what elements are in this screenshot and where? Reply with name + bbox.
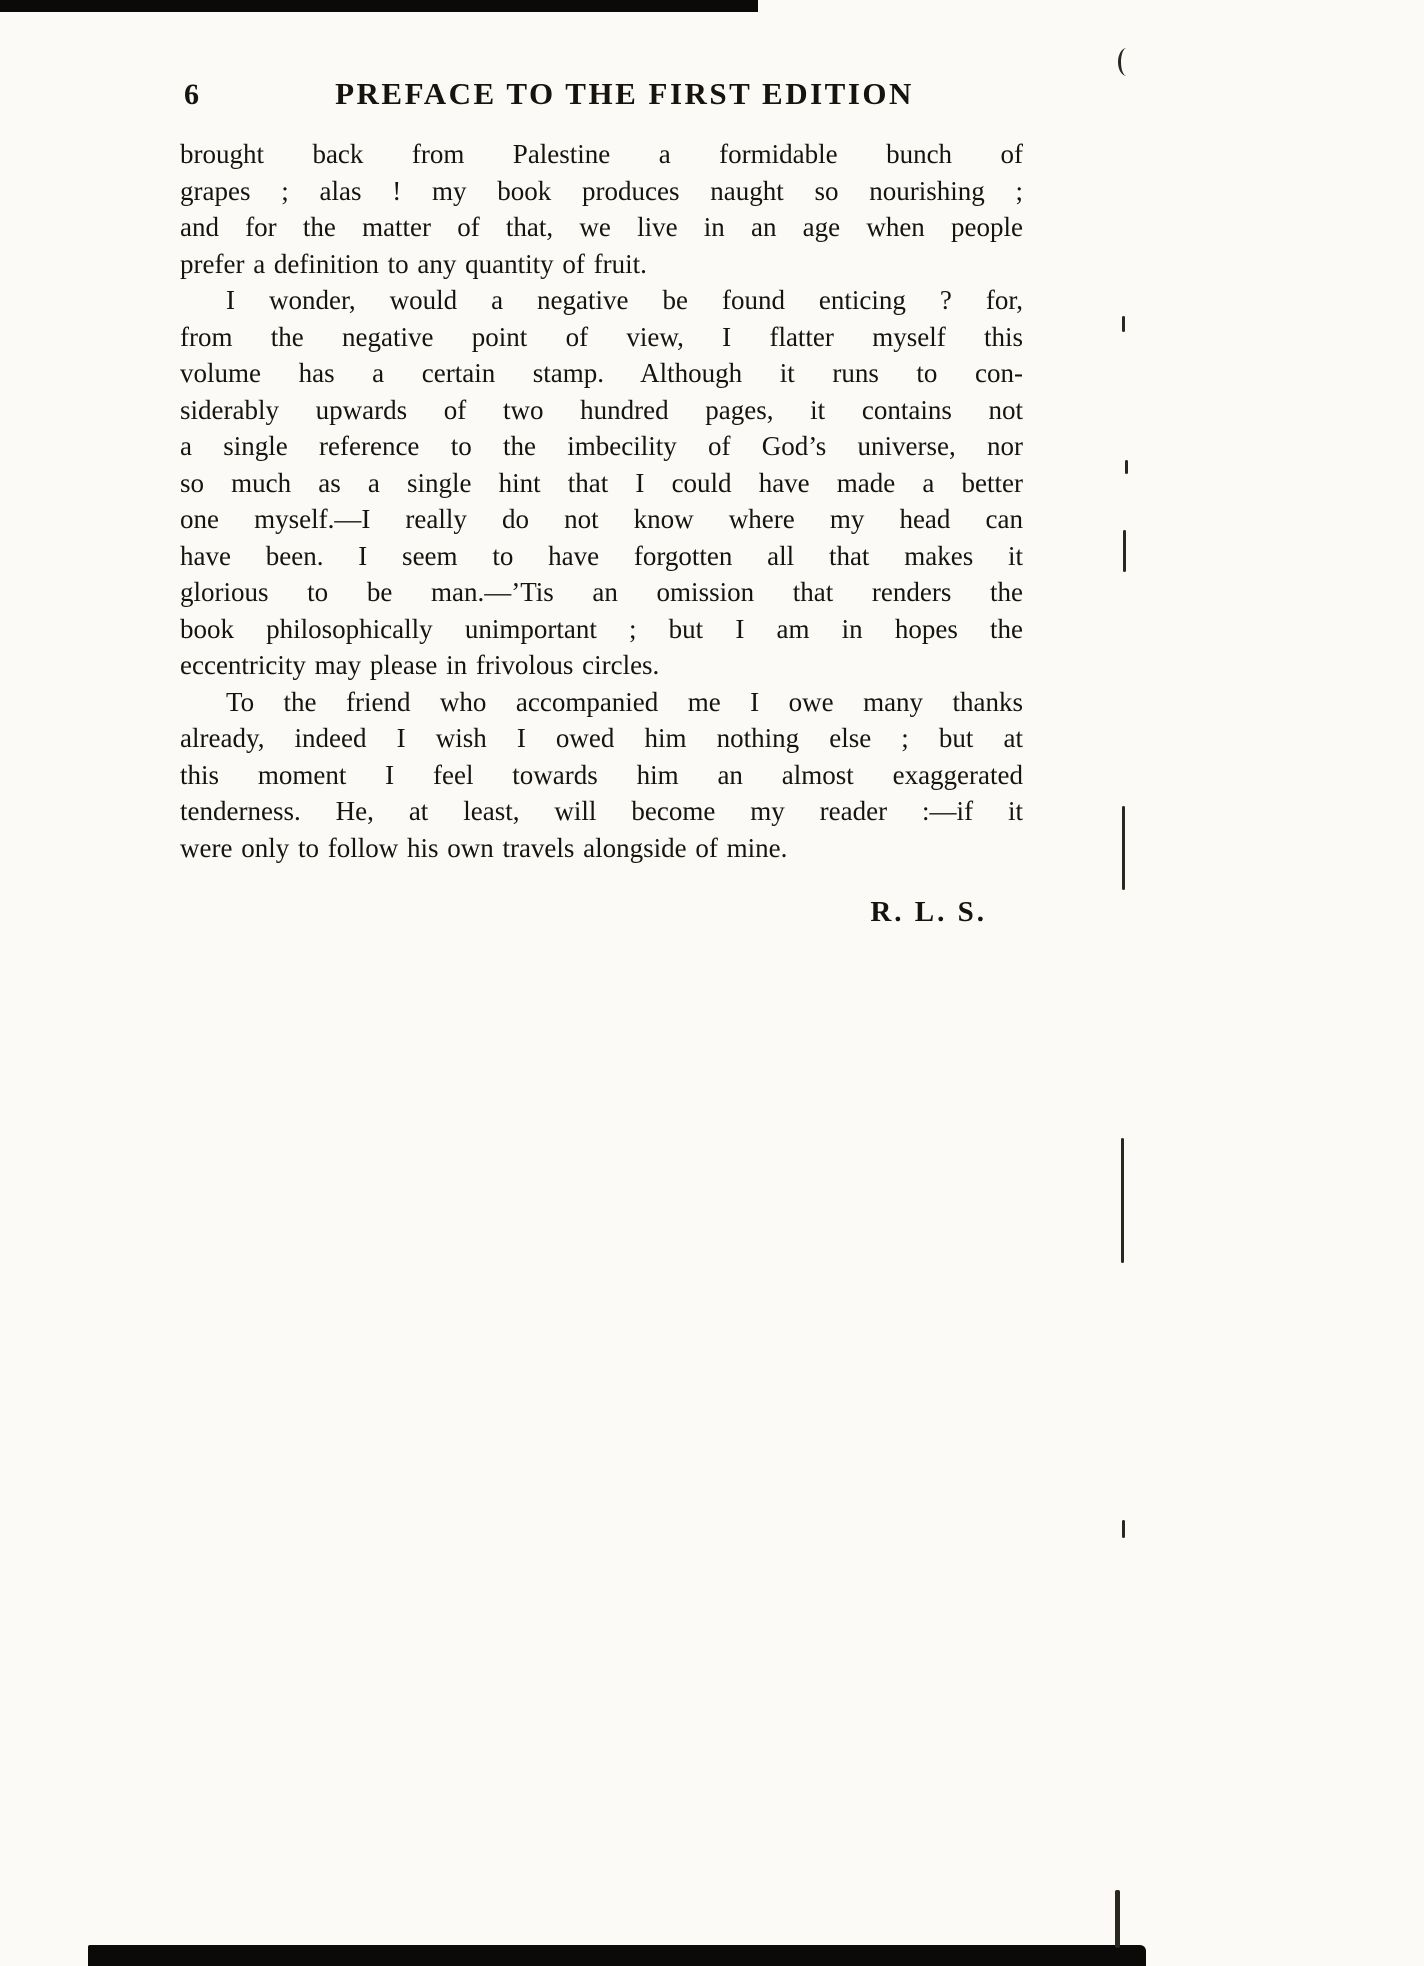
- page-title: PREFACE TO THE FIRST EDITION: [335, 76, 914, 111]
- text-line: glorious to be man.—’Tis an omission that renders the: [180, 577, 1023, 607]
- text-line: from the negative point of view, I flatter myself this: [180, 321, 1023, 352]
- scan-artifact: [1115, 1890, 1120, 1948]
- text-line: were only to follow his own travels alongside of mine.: [180, 832, 788, 863]
- text-block: [180, 76, 1023, 929]
- scan-artifact: [1125, 460, 1128, 474]
- text-line: prefer a definition to any quantity of fruit.: [180, 248, 647, 279]
- text-line: have been. I seem to have forgotten all that makes it: [180, 540, 1023, 571]
- text-line: one myself.—I really do not know where my head can: [180, 504, 1023, 534]
- scan-edge-bar-top: [0, 0, 758, 12]
- page-header: [180, 76, 1023, 120]
- scan-artifact: [1121, 1138, 1124, 1263]
- text-line: and for the matter of that, we live in an age when people: [180, 212, 1023, 242]
- text-line: so much as a single hint that I could have made a better: [180, 467, 1023, 498]
- text-line: volume has a certain stamp. Although it runs to con-: [180, 358, 1023, 388]
- text-line: a single reference to the imbecility of God’s universe, nor: [180, 431, 1023, 461]
- text-line: eccentricity may please in frivolous circles.: [180, 650, 660, 680]
- text-line: book philosophically unimportant ; but I am in hopes the: [180, 613, 1023, 644]
- text-line: grapes ; alas ! my book produces naught so nourishing ;: [180, 175, 1023, 206]
- scan-artifact: [1123, 530, 1126, 572]
- text-line: I wonder, would a negative be found enticing ? for,: [226, 285, 1023, 315]
- text-line: already, indeed I wish I owed him nothing else ; but at: [180, 723, 1023, 753]
- text-line: To the friend who accompanied me I owe many thanks: [226, 686, 1023, 717]
- scan-artifact: [1122, 316, 1125, 332]
- text-line: this moment I feel towards him an almost exaggerated: [180, 759, 1023, 790]
- scan-edge-bar-bottom: [88, 1945, 1146, 1966]
- text-line: siderably upwards of two hundred pages, it contains not: [180, 394, 1023, 425]
- text-line: tenderness. He, at least, will become my reader :—if it: [180, 796, 1023, 826]
- scan-artifact: [1122, 1520, 1125, 1538]
- author-signature: R. L. S.: [870, 896, 987, 928]
- page-number: 6: [184, 78, 199, 111]
- scan-artifact: [1118, 48, 1135, 76]
- scan-artifact: [1122, 806, 1125, 890]
- text-line: brought back from Palestine a formidable bunch of: [180, 139, 1023, 169]
- body-text: [180, 136, 1023, 866]
